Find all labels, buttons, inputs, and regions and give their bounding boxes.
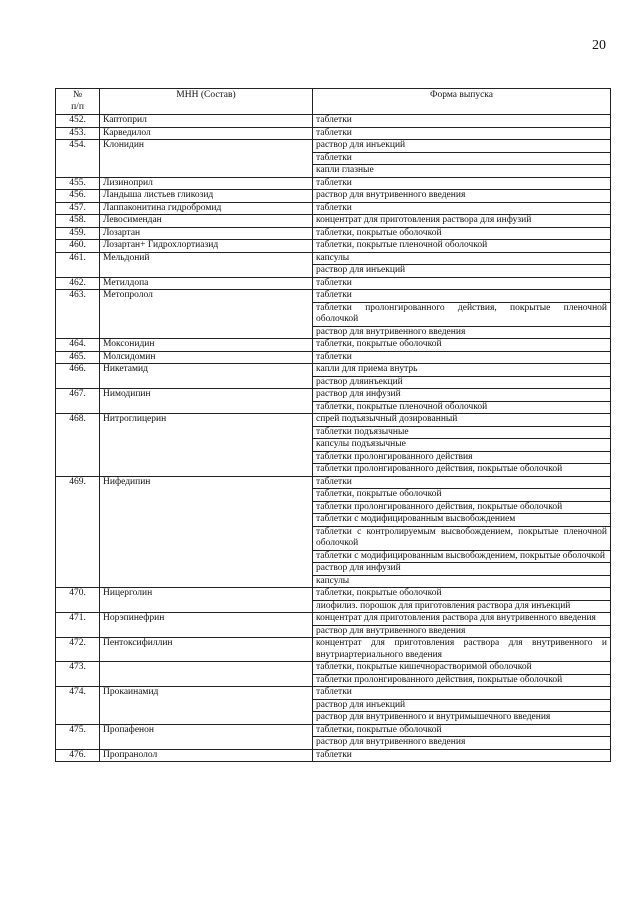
entry-number: 469.	[56, 476, 100, 588]
entry-number: 468.	[56, 414, 100, 477]
table-row	[56, 227, 611, 240]
table-row	[56, 749, 611, 762]
entry-form: таблетки пролонгированного действия, покрытые оболочкой	[313, 464, 611, 477]
table-row	[56, 202, 611, 215]
entry-form: таблетки, покрытые кишечнорастворимой оболочкой	[313, 662, 611, 675]
header-name: МНН (Состав)	[100, 89, 313, 115]
entry-form: таблетки, покрытые пленочной оболочкой	[313, 240, 611, 253]
entry-form: таблетки	[313, 476, 611, 489]
entry-form: таблетки	[313, 277, 611, 290]
table-body	[56, 115, 611, 762]
entry-name: Нимодипин	[100, 389, 313, 414]
entry-form: таблетки с контролируемым высвобождением, покрытые пленочной оболочкой	[313, 526, 611, 550]
entry-number: 470.	[56, 588, 100, 613]
page-number: 20	[592, 38, 606, 53]
entry-form: капли для приема внутрь	[313, 364, 611, 377]
table-row	[56, 687, 611, 700]
header-number: № п/п	[56, 89, 100, 115]
entry-number: 457.	[56, 202, 100, 215]
table-row	[56, 127, 611, 140]
header-form: Форма выпуска	[313, 89, 611, 115]
entry-form: раствор для инфузий	[313, 563, 611, 576]
table-row	[56, 389, 611, 402]
entry-number: 476.	[56, 749, 100, 762]
table-row	[56, 613, 611, 626]
entry-form: таблетки, покрытые оболочкой	[313, 588, 611, 601]
entry-number: 465.	[56, 351, 100, 364]
entry-number: 453.	[56, 127, 100, 140]
entry-name: Пентоксифиллин	[100, 638, 313, 662]
entry-form: раствор для инъекций	[313, 265, 611, 278]
entry-form: таблетки с модифицированным высвобождением, покрытые оболочкой	[313, 550, 611, 563]
entry-name: Прокаинамид	[100, 687, 313, 725]
entry-name: Нитроглицерин	[100, 414, 313, 477]
entry-form: таблетки	[313, 290, 611, 303]
entry-form: таблетки	[313, 177, 611, 190]
entry-name: Лозартан	[100, 227, 313, 240]
entry-form: капсулы	[313, 252, 611, 265]
entry-form: раствор для внутривенного введения	[313, 737, 611, 750]
entry-form: концентрат для приготовления раствора для внутривенного и внутриартериального введения	[313, 638, 611, 662]
table-row	[56, 588, 611, 601]
table-row	[56, 215, 611, 228]
entry-number: 455.	[56, 177, 100, 190]
table-row	[56, 290, 611, 303]
table-row	[56, 115, 611, 128]
entry-number: 462.	[56, 277, 100, 290]
entry-form: таблетки пролонгированного действия	[313, 451, 611, 464]
table-header	[56, 89, 611, 115]
entry-form: таблетки	[313, 115, 611, 128]
entry-form: раствор для инъекций	[313, 699, 611, 712]
entry-name: Лаппаконитина гидробромид	[100, 202, 313, 215]
entry-form: таблетки	[313, 687, 611, 700]
entry-form: раствор для инъекций	[313, 140, 611, 153]
table-row	[56, 177, 611, 190]
entry-number: 454.	[56, 140, 100, 178]
entry-number: 463.	[56, 290, 100, 339]
entry-name: Нифедипин	[100, 476, 313, 588]
entry-name: Карведилол	[100, 127, 313, 140]
entry-form: концентрат для приготовления раствора для инфузий	[313, 215, 611, 228]
table-row	[56, 252, 611, 265]
entry-name: Моксонидин	[100, 339, 313, 352]
entry-number: 458.	[56, 215, 100, 228]
entry-name: Метилдопа	[100, 277, 313, 290]
entry-form: таблетки, покрытые оболочкой	[313, 227, 611, 240]
entry-form: раствор для инфузий	[313, 389, 611, 402]
entry-number: 467.	[56, 389, 100, 414]
entry-form: таблетки с модифицированным высвобождением	[313, 514, 611, 527]
entry-form: таблетки, покрытые пленочной оболочкой	[313, 401, 611, 414]
entry-form: раствор для внутривенного введения	[313, 190, 611, 203]
table-row	[56, 476, 611, 489]
entry-form: таблетки подъязычные	[313, 426, 611, 439]
table-row	[56, 277, 611, 290]
table-row	[56, 724, 611, 737]
entry-name: Пропранолол	[100, 749, 313, 762]
drug-table	[55, 88, 611, 762]
entry-form: раствор для внутривенного введения	[313, 326, 611, 339]
entry-name: Лозартан+ Гидрохлортиазид	[100, 240, 313, 253]
entry-form: капсулы подъязычные	[313, 439, 611, 452]
entry-form: таблетки	[313, 202, 611, 215]
table-row	[56, 662, 611, 675]
table-row	[56, 414, 611, 427]
entry-number: 461.	[56, 252, 100, 277]
entry-number: 474.	[56, 687, 100, 725]
entry-name: Клонидин	[100, 140, 313, 178]
entry-name: Норэпинефрин	[100, 613, 313, 638]
table-row	[56, 351, 611, 364]
entry-name: Левосимендан	[100, 215, 313, 228]
entry-form: таблетки, покрытые оболочкой	[313, 339, 611, 352]
entry-form: концентрат для приготовления раствора для внутривенного введения	[313, 613, 611, 626]
table-row	[56, 140, 611, 153]
entry-name: Мельдоний	[100, 252, 313, 277]
entry-number: 460.	[56, 240, 100, 253]
entry-form: таблетки, покрытые оболочкой	[313, 489, 611, 502]
entry-name: Метопролол	[100, 290, 313, 339]
table-row	[56, 190, 611, 203]
entry-form: раствор дляинъекций	[313, 376, 611, 389]
entry-form: таблетки	[313, 351, 611, 364]
entry-number: 475.	[56, 724, 100, 749]
entry-number: 452.	[56, 115, 100, 128]
entry-form: таблетки пролонгированного действия, покрытые оболочкой	[313, 501, 611, 514]
entry-form: лиофилиз. порошок для приготовления раствора для инъекций	[313, 600, 611, 613]
entry-name: Пропафенон	[100, 724, 313, 749]
entry-form: таблетки	[313, 152, 611, 165]
entry-form: таблетки, покрытые оболочкой	[313, 724, 611, 737]
entry-number: 466.	[56, 364, 100, 389]
entry-form: спрей подъязычный дозированный	[313, 414, 611, 427]
table-row	[56, 339, 611, 352]
entry-form: таблетки	[313, 127, 611, 140]
entry-name: Каптоприл	[100, 115, 313, 128]
entry-number: 472.	[56, 638, 100, 662]
entry-number: 459.	[56, 227, 100, 240]
entry-form: капсулы	[313, 575, 611, 588]
entry-form: раствор для внутривенного введения	[313, 625, 611, 638]
entry-name: Никетамид	[100, 364, 313, 389]
entry-form: раствор для внутривенного и внутримышечного введения	[313, 712, 611, 725]
entry-name: Молсидомин	[100, 351, 313, 364]
entry-form: таблетки пролонгированного действия, покрытые оболочкой	[313, 674, 611, 687]
table-row	[56, 364, 611, 377]
entry-form: таблетки пролонгированного действия, покрытые пленочной оболочкой	[313, 302, 611, 326]
table-row	[56, 638, 611, 662]
entry-number: 464.	[56, 339, 100, 352]
entry-form: таблетки	[313, 749, 611, 762]
entry-number: 471.	[56, 613, 100, 638]
entry-name: Ландыша листьев гликозид	[100, 190, 313, 203]
entry-form: капли глазные	[313, 165, 611, 178]
entry-name: Лизиноприл	[100, 177, 313, 190]
entry-number: 473.	[56, 662, 100, 687]
entry-number: 456.	[56, 190, 100, 203]
entry-name: Ницерголин	[100, 588, 313, 613]
entry-name	[100, 662, 313, 687]
table-row	[56, 240, 611, 253]
